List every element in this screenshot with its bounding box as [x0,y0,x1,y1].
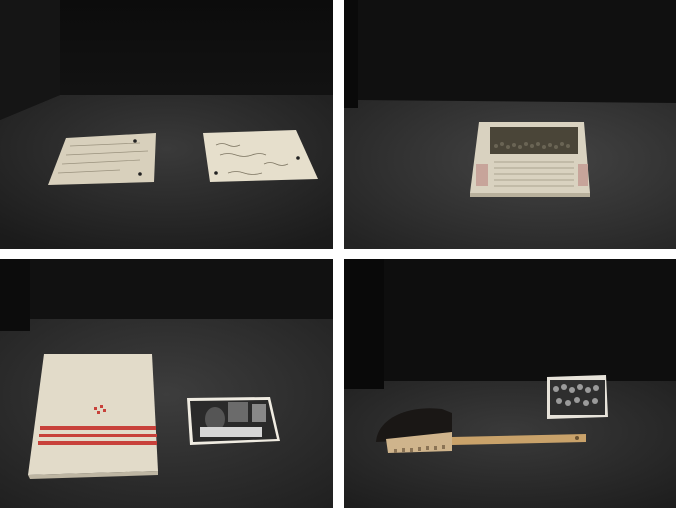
panel-towel-and-photo [0,259,333,508]
brush-and-photo-image [344,259,676,508]
linen-towel [28,354,158,479]
panel-printed-booklet [344,0,676,249]
black-and-white-photograph [187,397,280,445]
printed-booklet-image [344,0,676,249]
booklet [470,122,590,197]
group-photograph [547,375,608,419]
panel-brush-and-photo [344,259,676,508]
panel-handwritten-cards [0,0,333,249]
handwritten-cards-image [0,0,333,249]
towel-and-photo-image [0,259,333,508]
